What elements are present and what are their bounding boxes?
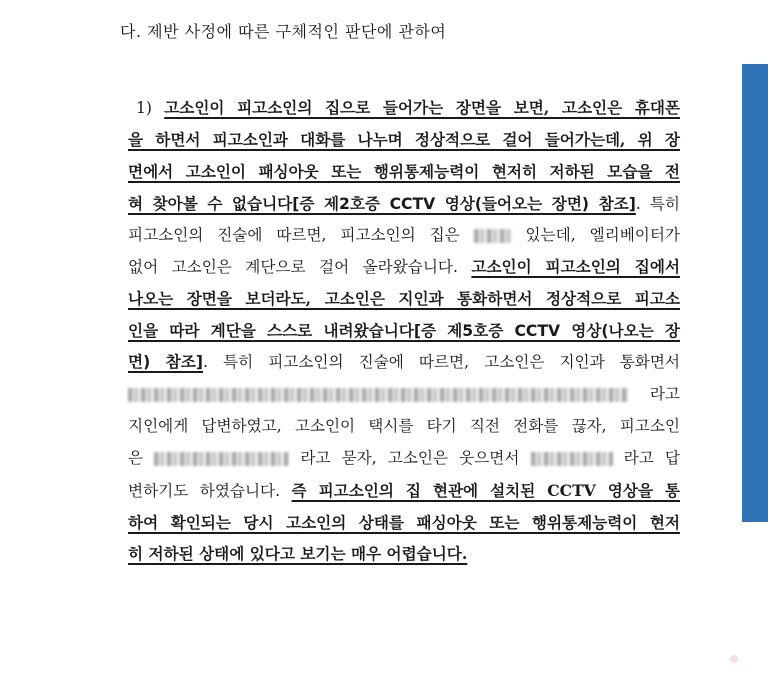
text-segment: [증 제2호증 CCTV 영상(들어오는 장면) 참조]	[292, 194, 636, 213]
text-segment: 인을 따라 계단을 스스로 내려왔습니다	[128, 321, 414, 341]
text-line	[128, 443, 680, 475]
text-segment: 고소인이 피고소인의 집에서	[471, 257, 680, 277]
redacted-text	[531, 452, 613, 466]
text-segment: 혀 찾아볼 수 없습니다	[128, 193, 293, 213]
text-line	[128, 124, 680, 156]
text-line	[128, 156, 680, 188]
text-segment: 1)	[136, 99, 165, 117]
text-line	[128, 92, 680, 124]
text-segment: 변하기도 하였습니다.	[128, 481, 292, 500]
text-line	[128, 220, 680, 252]
redacted-text	[474, 229, 512, 243]
text-segment: 있는데, 엘리베이터가	[511, 225, 680, 244]
text-segment: 하여 확인되는 당시 고소인의 상태를 패싱아웃 또는 행위통제능력이 현저	[128, 512, 680, 532]
text-line	[128, 188, 680, 220]
text-segment: [증 제5호증 CCTV 영상(나오는 장	[413, 322, 680, 341]
text-segment: 없어 고소인은 계단으로 걸어 올라왔습니다.	[128, 258, 472, 277]
text-segment: 면에서 고소인이 패싱아웃 또는 행위통제능력이 현저히 저하된 모습을 전	[128, 161, 680, 181]
text-segment: 라고	[628, 385, 680, 404]
text-segment: 히 저하된 상태에 있다고 보기는 매우 어렵습니다.	[128, 544, 468, 564]
text-segment: 면) 참조]	[128, 353, 203, 372]
redacted-text	[128, 388, 628, 402]
text-line	[128, 507, 680, 539]
text-segment: 라고 묻자, 고소인은 웃으면서	[289, 448, 531, 467]
section-heading: 다. 제반 사정에 따른 구체적인 판단에 관하여	[120, 22, 447, 41]
text-segment: 지인에게 답변하였고, 고소인이 택시를 타기 직전 전화를 끊자, 피고소인	[128, 416, 680, 435]
redacted-text	[154, 452, 289, 466]
text-segment: 라고 답	[612, 448, 680, 467]
text-line	[128, 538, 680, 570]
text-line	[128, 379, 680, 411]
text-segment: 나오는 장면을 보더라도, 고소인은 지인과 통화하면서 정상적으로 피고소	[128, 289, 680, 309]
text-line	[128, 347, 680, 379]
text-segment: 을 하면서 피고소인과 대화를 나누며 정상적으로 걸어 들어가는데, 위 장	[128, 129, 680, 149]
text-segment: 피고소인의 진술에 따르면, 피고소인의 집은	[128, 225, 474, 244]
text-segment: 고소인이 피고소인의 집으로 들어가는 장면을 보면, 고소인은 휴대폰	[164, 98, 681, 117]
text-line	[128, 475, 680, 507]
text-line	[128, 411, 680, 443]
text-segment: 즉 피고소인의 집 현관에 설치된 CCTV 영상을 통	[291, 480, 680, 500]
stamp-mark	[730, 655, 738, 663]
text-line	[128, 315, 680, 347]
paragraph-body	[128, 92, 680, 570]
scroll-side-bar	[742, 64, 768, 522]
text-segment: . 특히 피고소인의 진술에 따르면, 고소인은 지인과 통화면서	[203, 353, 680, 372]
text-segment: . 특히	[635, 194, 680, 213]
text-line	[128, 251, 680, 283]
text-segment: 은	[128, 448, 155, 467]
text-line	[128, 283, 680, 315]
